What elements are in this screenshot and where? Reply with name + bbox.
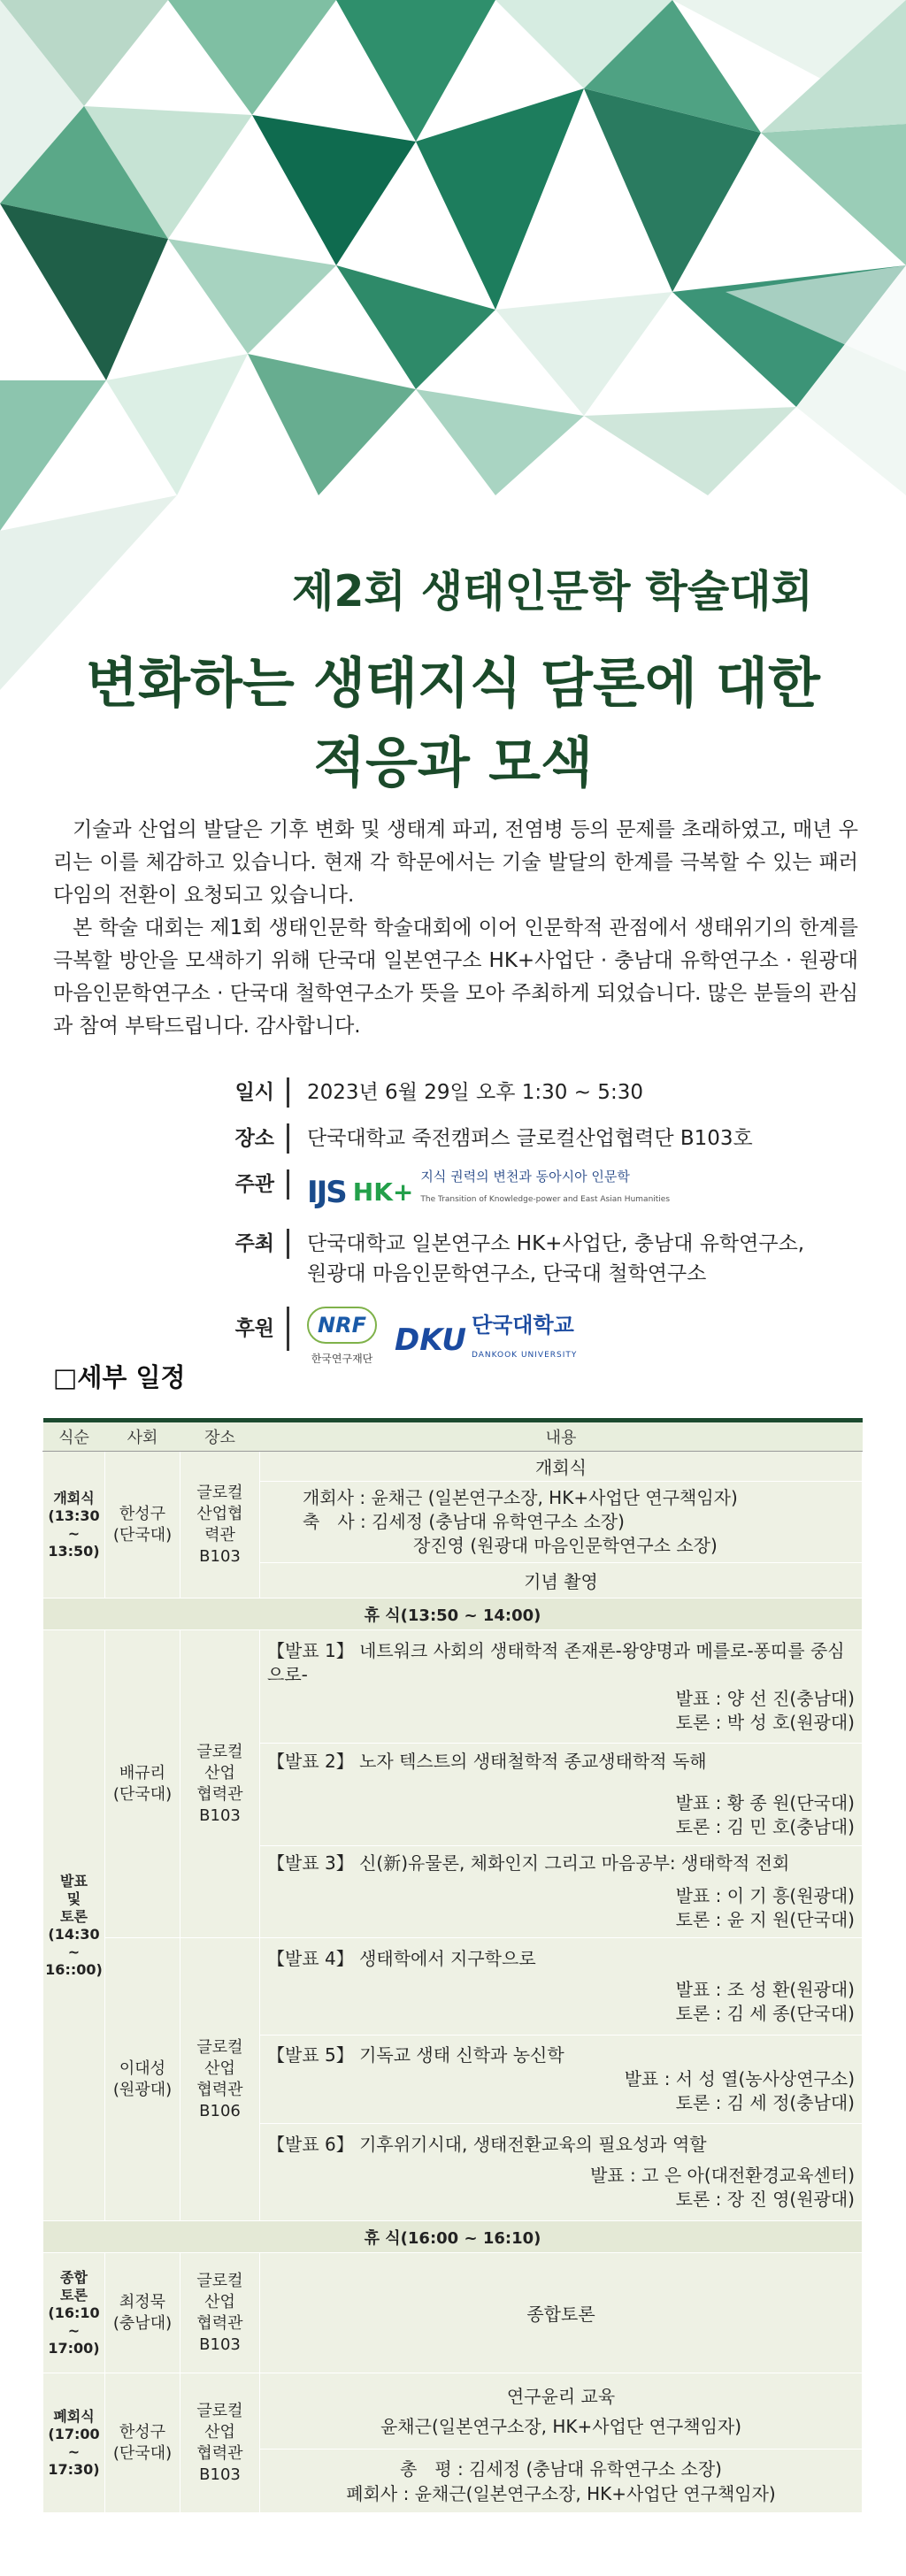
col-header-place: 장소 — [180, 1421, 260, 1452]
group1-place: 글로컬 산업 협력관 B103 — [180, 1630, 260, 1938]
closing-chair: 한성구 (단국대) — [105, 2373, 180, 2513]
organizer-label: 주관 — [195, 1169, 289, 1200]
commemorative-photo: 기념 촬영 — [260, 1563, 863, 1598]
nrf-name: 한국연구재단 — [311, 1353, 373, 1365]
dku-logo — [395, 1310, 577, 1370]
talk-3-presenter: 발표 : 이 기 흥(원광대) — [675, 1885, 855, 1906]
talk-6-presenter: 발표 : 고 은 아(대전환경교육센터) — [590, 2165, 855, 2186]
title-line-1: 변화하는 생태지식 담론에 대한 — [86, 652, 820, 715]
talk-3-discussant: 토론 : 윤 지 원(단국대) — [675, 1909, 855, 1930]
organizer-tagline: 지식 권력의 변천과 동아시아 인문학 — [420, 1169, 630, 1184]
group2-chair: 이대성 (원광대) — [105, 1938, 180, 2221]
talk-2 — [260, 1744, 863, 1846]
talk-5-title: 【발표 5】 기독교 생태 신학과 농신학 — [267, 2044, 564, 2066]
event-info — [195, 1077, 832, 1374]
schedule-table — [42, 1418, 863, 2513]
ijs-logo: IJS — [307, 1174, 346, 1210]
host-line-2: 원광대 마음인문학연구소, 단국대 철학연구소 — [307, 1262, 707, 1285]
talk-1 — [260, 1630, 863, 1744]
intro-text — [53, 814, 858, 1043]
col-header-order: 식순 — [43, 1421, 105, 1452]
table-row — [43, 2221, 863, 2253]
intro-paragraph-1: 기술과 산업의 발달은 기후 변화 및 생태계 파괴, 전염병 등의 문제를 초래하였고, 매년 우리는 이를 체감하고 있습니다. 현재 각 학문에서는 기술 발달의 한계를 극복할 수 있는 패러다임의 전환이 요청되고 있습니다. — [53, 818, 858, 907]
organizer-logo — [307, 1169, 670, 1215]
host-label: 주최 — [195, 1229, 289, 1259]
host-line-1: 단국대학교 일본연구소 HK+사업단, 충남대 유학연구소, — [307, 1232, 805, 1255]
talk-4 — [260, 1938, 863, 2036]
congratulatory-remarks-2: 장진영 (원광대 마음인문학연구소 소장) — [413, 1535, 718, 1556]
date-value: 2023년 6월 29일 오후 1:30 ~ 5:30 — [307, 1081, 643, 1104]
table-row — [43, 1938, 863, 2036]
ethics-speaker: 윤채근(일본연구소장, HK+사업단 연구책임자) — [380, 2415, 742, 2437]
talk-1-title: 【발표 1】 네트워크 사회의 생태학적 존재론-왕양명과 메를로-퐁띠를 중심으로- — [267, 1639, 845, 1685]
dku-name-en: DANKOOK UNIVERSITY — [471, 1351, 578, 1360]
date-label: 일시 — [195, 1077, 289, 1108]
schedule-header-row — [43, 1421, 863, 1452]
closing-place: 글로컬 산업 협력관 B103 — [180, 2373, 260, 2513]
intro-paragraph-2: 본 학술 대회는 제1회 생태인문학 학술대회에 이어 인문학적 관점에서 생태위기의 한계를 극복할 방안을 모색하기 위해 단국대 일본연구소 HK+사업단 · 충남대 유학연구소 · 원광대 마음인문학연구소 · 단국대 철학연구소가 뜻을 모아 주최하게 되었습니다. 많은 분들의 관심과 참여 부탁드립니다. 감사합니다. — [53, 916, 858, 1038]
conference-title — [0, 644, 906, 803]
info-organizer-row — [195, 1169, 832, 1215]
info-place-row — [195, 1123, 832, 1154]
sponsor-label: 후원 — [195, 1307, 289, 1351]
opening-title: 개회식 — [260, 1452, 863, 1482]
congratulatory-remarks-1: 축 사 : 김세정 (충남대 유학연구소 소장) — [303, 1511, 625, 1532]
group2-place: 글로컬 산업 협력관 B106 — [180, 1938, 260, 2221]
discussion-place: 글로컬 산업 협력관 B103 — [180, 2253, 260, 2373]
discussion-session: 종합 토론 (16:10 ~ 17:00) — [43, 2253, 105, 2373]
talk-5-presenter: 발표 : 서 성 열(농사상연구소) — [624, 2068, 855, 2089]
conference-subtitle: 제2회 생태인문학 학술대회 — [292, 566, 813, 617]
opening-place: 글로컬 산업협 력관 B103 — [180, 1452, 260, 1598]
info-sponsor-row — [195, 1307, 832, 1374]
talk-4-title: 【발표 4】 생태학에서 지구학으로 — [267, 1948, 536, 1969]
dku-name: 단국대학교 — [471, 1313, 574, 1338]
schedule-heading: □세부 일정 — [53, 1362, 186, 1392]
talk-6-title: 【발표 6】 기후위기시대, 생태전환교육의 필요성과 역할 — [267, 2134, 707, 2155]
col-header-content: 내용 — [260, 1421, 863, 1452]
hk-plus-logo: HK+ — [352, 1177, 414, 1207]
talk-3-title: 【발표 3】 신(新)유물론, 체화인지 그리고 마음공부: 생태학적 전회 — [267, 1852, 790, 1874]
group1-chair: 배규리 (단국대) — [105, 1630, 180, 1938]
general-review: 총 평 : 김세정 (충남대 유학연구소 소장) — [400, 2457, 722, 2480]
place-label: 장소 — [195, 1123, 289, 1154]
place-value: 단국대학교 죽전캠퍼스 글로컬산업협력단 B103호 — [307, 1127, 753, 1150]
table-row — [43, 2373, 863, 2450]
talk-5-discussant: 토론 : 김 세 정(충남대) — [675, 2092, 855, 2113]
nrf-mark: NRF — [307, 1307, 377, 1344]
talk-6-discussant: 토론 : 장 진 영(원광대) — [675, 2189, 855, 2210]
info-date-row — [195, 1077, 832, 1108]
closing-session: 폐회식 (17:00 ~ 17:30) — [43, 2373, 105, 2513]
table-row — [43, 2253, 863, 2373]
talk-1-presenter: 발표 : 양 선 진(충남대) — [675, 1687, 855, 1709]
ethics-title: 연구윤리 교육 — [506, 2385, 616, 2407]
presentation-session: 발표 및 토론 (14:30 ~ 16::00) — [43, 1630, 105, 2221]
break-1: 휴 식(13:50 ~ 14:00) — [43, 1598, 863, 1630]
talk-3 — [260, 1846, 863, 1938]
organizer-tagline-en: The Transition of Knowledge-power and East Asian Humanities — [420, 1195, 671, 1204]
closing-remarks: 폐회사 : 윤채근(일본연구소장, HK+사업단 연구책임자) — [346, 2482, 776, 2504]
opening-session: 개회식 (13:30 ~ 13:50) — [43, 1452, 105, 1598]
info-host-row — [195, 1229, 832, 1289]
table-row — [43, 1630, 863, 1744]
talk-2-discussant: 토론 : 김 민 호(충남대) — [675, 1816, 855, 1837]
talk-2-presenter: 발표 : 황 종 원(단국대) — [675, 1792, 855, 1813]
opening-remarks: 개회사 : 윤채근 (일본연구소장, HK+사업단 연구책임자) — [303, 1487, 738, 1508]
dku-mark: DKU — [394, 1322, 466, 1358]
talk-6 — [260, 2124, 863, 2221]
talk-4-presenter: 발표 : 조 성 환(원광대) — [675, 1979, 855, 2000]
talk-4-discussant: 토론 : 김 세 종(단국대) — [675, 2003, 855, 2024]
break-2: 휴 식(16:00 ~ 16:10) — [43, 2221, 863, 2253]
discussion-content: 종합토론 — [260, 2253, 863, 2373]
talk-2-title: 【발표 2】 노자 텍스트의 생태철학적 종교생태학적 독해 — [267, 1751, 707, 1772]
col-header-chair: 사회 — [105, 1421, 180, 1452]
opening-chair: 한성구 (단국대) — [105, 1452, 180, 1598]
nrf-logo — [307, 1307, 377, 1374]
discussion-chair: 최정묵 (충남대) — [105, 2253, 180, 2373]
talk-5 — [260, 2036, 863, 2124]
table-row — [43, 1598, 863, 1630]
table-row — [43, 1452, 863, 1482]
title-line-2: 적응과 모색 — [313, 732, 593, 794]
talk-1-discussant: 토론 : 박 성 호(원광대) — [675, 1711, 855, 1733]
sponsor-logos — [307, 1307, 577, 1374]
